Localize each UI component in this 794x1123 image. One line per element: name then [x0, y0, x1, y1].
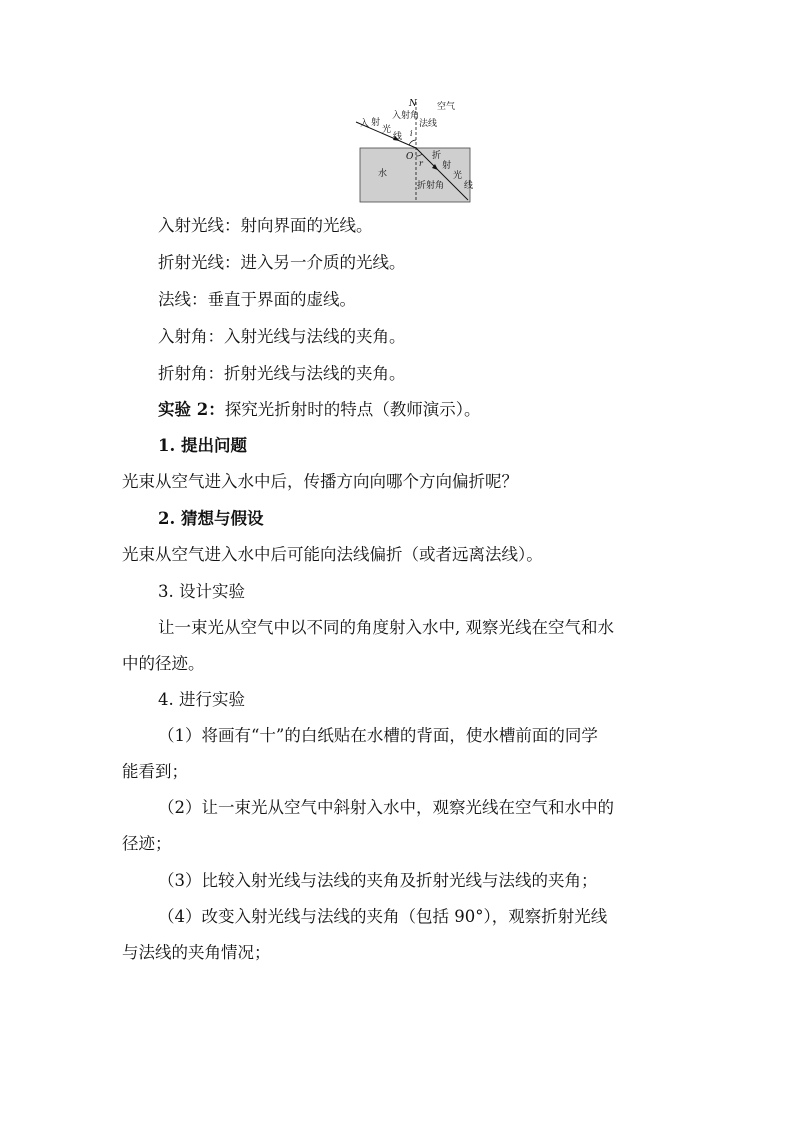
- definition-normal: 法线：垂直于界面的虚线。: [158, 290, 356, 309]
- step-4-line2: 与法线的夹角情况；: [122, 943, 271, 962]
- label-normal: 法线: [419, 119, 438, 129]
- refraction-diagram-svg: [350, 96, 480, 204]
- label-i: i: [410, 129, 413, 138]
- definition-incident-angle: 入射角：入射光线与法线的夹角。: [158, 327, 406, 346]
- step-2-line2: 径迹；: [122, 834, 172, 853]
- section-4-heading: 4. 进行实验: [158, 690, 245, 709]
- label-r: r: [419, 159, 423, 168]
- experiment-heading: [158, 398, 480, 422]
- experiment-title: 探究光折射时的特点（教师演示）。: [224, 400, 481, 419]
- incident-ray-char-4: 线: [393, 132, 403, 142]
- section-3-heading: 3. 设计实验: [158, 582, 245, 601]
- section-3-text-line1: 让一束光从空气中以不同的角度射入水中, 观察光线在空气和水: [158, 618, 614, 637]
- refracted-ray-char-2: 射: [442, 161, 452, 171]
- step-1-line2: 能看到；: [122, 762, 188, 781]
- section-1-text: 光束从空气进入水中后，传播方向向哪个方向偏折呢？: [122, 472, 518, 491]
- label-N: N: [409, 99, 417, 109]
- definition-refracted-ray: 折射光线：进入另一介质的光线。: [158, 253, 406, 272]
- definition-incident-ray: 入射光线：射向界面的光线。: [158, 216, 373, 235]
- step-2-line1: （2）让一束光从空气中斜射入水中，观察光线在空气和水中的: [158, 798, 614, 817]
- label-refraction-angle: 折射角: [417, 181, 445, 191]
- experiment-label: 实验 2：: [158, 400, 225, 419]
- step-3-line1: （3）比较入射光线与法线的夹角及折射光线与法线的夹角；: [158, 871, 598, 890]
- refracted-ray-char-1: 折: [432, 151, 442, 161]
- refracted-ray-char-3: 光: [453, 171, 463, 181]
- incident-angle-arc: [409, 140, 416, 145]
- label-incident-angle: 入射角: [392, 111, 420, 121]
- section-3-text-line2: 中的径迹。: [122, 654, 205, 673]
- definition-refraction-angle: 折射角：折射光线与法线的夹角。: [158, 364, 406, 383]
- incident-ray-char-1: 入: [360, 119, 370, 129]
- step-4-line1: （4）改变入射光线与法线的夹角（包括 90°），观察折射光线: [158, 907, 608, 926]
- incident-ray-char-3: 光: [382, 125, 392, 135]
- section-1-heading: 1. 提出问题: [158, 436, 247, 455]
- refraction-diagram: [350, 96, 480, 204]
- label-air: 空气: [437, 102, 456, 112]
- section-2-text: 光束从空气进入水中后可能向法线偏折（或者远离法线）。: [122, 545, 543, 564]
- label-O: O: [406, 152, 414, 162]
- label-water: 水: [378, 169, 388, 179]
- refracted-ray-char-4: 线: [464, 181, 474, 191]
- section-2-heading: 2. 猜想与假设: [158, 509, 264, 528]
- incident-ray-char-2: 射: [371, 118, 381, 128]
- step-1-line1: （1）将画有“十”的白纸贴在水槽的背面，使水槽前面的同学: [158, 726, 598, 745]
